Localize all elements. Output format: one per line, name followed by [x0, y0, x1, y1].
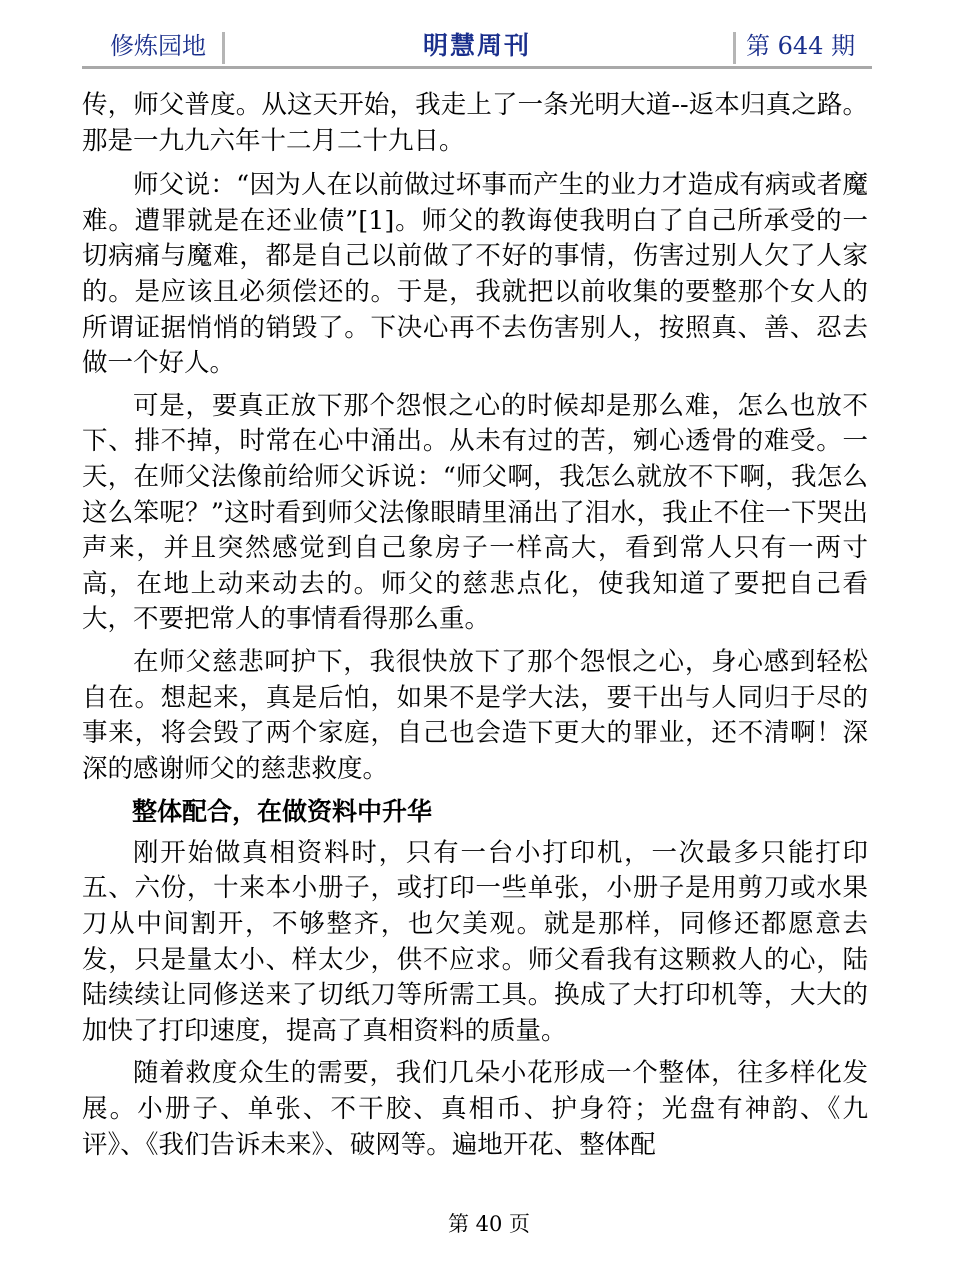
- paragraph: 师父说：“因为人在以前做过坏事而产生的业力才造成有病或者魔难。遭罪就是在还业债”[1]。师父的教诲使我明白了自己所承受的一切病痛与魔难，都是自己以前做了不好的事情，伤害过别人欠了人家的。是应该且必须偿还的。于是，我就把以前收集的要整那个女人的所谓证据悄悄的销毁了。下决心再不去伤害别人，按照真、善、忍去做一个好人。: [82, 170, 868, 379]
- issue-number: 第 644 期: [746, 32, 856, 60]
- paragraph: 可是，要真正放下那个怨恨之心的时候却是那么难，怎么也放不下、排不掉，时常在心中涌出。从未有过的苦，剜心透骨的难受。一天，在师父法像前给师父诉说：“师父啊，我怎么就放不下啊，我怎么这么笨呢？”这时看到师父法像眼睛里涌出了泪水，我止不住一下哭出声来，并且突然感觉到自己象房子一样高大，看到常人只有一两寸高，在地上动来动去的。师父的慈悲点化，使我知道了要把自己看大，不要把常人的事情看得那么重。: [82, 390, 868, 635]
- section-name: 修炼园地: [110, 32, 206, 60]
- paragraph: 在师父慈悲呵护下，我很快放下了那个怨恨之心，身心感到轻松自在。想起来，真是后怕，如果不是学大法，要干出与人同归于尽的事来，将会毁了两个家庭，自己也会造下更大的罪业，还不清啊！深深的感谢师父的慈悲救度。: [82, 646, 868, 784]
- page-header: [82, 28, 872, 68]
- page-number: 第 40 页: [447, 1212, 531, 1236]
- section-heading: 整体配合，在做资料中升华: [132, 797, 433, 827]
- paragraph: 刚开始做真相资料时，只有一台小打印机，一次最多只能打印五、六份，十来本小册子，或打印一些单张，小册子是用剪刀或水果刀从中间割开，不够整齐，也欠美观。就是那样，同修还都愿意去发，只是量太小、样太少，供不应求。师父看我有这颗救人的心，陆陆续续让同修送来了切纸刀等所需工具。换成了大打印机等，大大的加快了打印速度，提高了真相资料的质量。: [82, 837, 868, 1046]
- header-rule: [82, 66, 872, 69]
- paragraph: 随着救度众生的需要，我们几朵小花形成一个整体，往多样化发展。小册子、单张、不干胶、真相币、护身符；光盘有神韵、《九评》、《我们告诉未来》、破网等。遍地开花、整体配: [82, 1058, 868, 1160]
- paragraph: 传，师父普度。从这天开始，我走上了一条光明大道--返本归真之路。那是一九九六年十二月二十九日。: [82, 90, 868, 156]
- article-body: [82, 88, 868, 1170]
- publication-title: 明慧周刊: [422, 31, 531, 60]
- header-divider-right: [733, 32, 736, 64]
